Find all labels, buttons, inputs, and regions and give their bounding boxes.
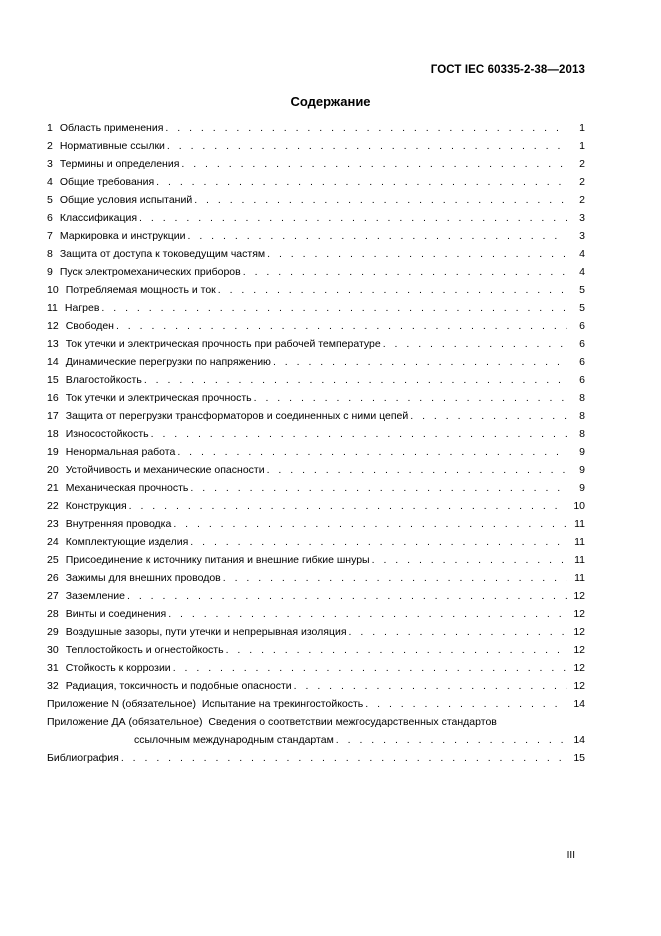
toc-entry-number: 9 xyxy=(47,266,53,278)
toc-entry-title: Общие требования xyxy=(59,176,155,188)
toc-entry-text: ссылочным международным стандартам xyxy=(134,734,334,746)
toc-entry[interactable] xyxy=(47,191,585,209)
dot-leader xyxy=(254,389,567,407)
toc-entry[interactable] xyxy=(47,137,585,155)
toc-entry-text xyxy=(47,443,175,461)
toc-entry-number: 21 xyxy=(47,482,59,494)
toc-entry[interactable] xyxy=(47,353,585,371)
toc-entry-text xyxy=(47,137,165,155)
dot-leader xyxy=(139,209,567,227)
toc-entry-text xyxy=(47,551,370,569)
toc-entry-title: Стойкость к коррозии xyxy=(65,662,171,674)
toc-entry-text xyxy=(47,389,252,407)
toc-entry-bibliography[interactable] xyxy=(47,749,585,767)
dot-leader xyxy=(101,299,567,317)
toc-entry-number: 23 xyxy=(47,518,59,530)
toc-entry-number: 8 xyxy=(47,248,53,260)
toc-entry-page: 12 xyxy=(573,680,585,692)
toc-entry-number: 3 xyxy=(47,158,53,170)
dot-leader xyxy=(144,371,567,389)
toc-entry-number: 10 xyxy=(47,284,59,296)
toc-entry-title: Износостойкость xyxy=(65,428,149,440)
toc-entry-title: Нормативные ссылки xyxy=(59,140,165,152)
toc-entry[interactable] xyxy=(47,281,585,299)
toc-entry[interactable] xyxy=(47,677,585,695)
toc-entry-title: Ненормальная работа xyxy=(65,446,176,458)
dot-leader xyxy=(168,605,567,623)
dot-leader xyxy=(165,119,567,137)
toc-entry-text xyxy=(47,425,149,443)
toc-entry-page: 11 xyxy=(574,554,585,566)
toc-entry-page: 2 xyxy=(579,194,585,206)
dot-leader xyxy=(167,137,567,155)
toc-entry-title: Конструкция xyxy=(65,500,127,512)
toc-entry[interactable] xyxy=(47,533,585,551)
toc-entry-page: 12 xyxy=(573,644,585,656)
toc-entry-text xyxy=(47,497,127,515)
toc-entry-text xyxy=(47,209,137,227)
toc-entry-title: Присоединение к источнику питания и внешние гибкие шнуры xyxy=(65,554,370,566)
toc-entry-text: Библиография xyxy=(47,752,119,764)
toc-entry-number: 17 xyxy=(47,410,59,422)
dot-leader xyxy=(372,551,567,569)
dot-leader xyxy=(127,587,567,605)
toc-entry[interactable] xyxy=(47,551,585,569)
toc-entry-title: Динамические перегрузки по напряжению xyxy=(65,356,271,368)
dot-leader xyxy=(121,749,567,767)
toc-entry[interactable] xyxy=(47,605,585,623)
toc-entry[interactable] xyxy=(47,209,585,227)
dot-leader xyxy=(365,695,567,713)
toc-entry-text: Приложение N (обязательное) Испытание на трекингостойкость xyxy=(47,698,364,710)
toc-entry-page: 3 xyxy=(579,230,585,242)
toc-entry-number: 18 xyxy=(47,428,59,440)
toc-entry-text xyxy=(47,263,241,281)
toc-entries xyxy=(47,119,585,695)
toc-entry-text xyxy=(47,605,166,623)
toc-entry[interactable] xyxy=(47,173,585,191)
toc-entry-page: 6 xyxy=(579,356,585,368)
toc-entry-page: 5 xyxy=(579,302,585,314)
toc-entry-number: 27 xyxy=(47,590,59,602)
toc-entry-title: Ток утечки и электрическая прочность при рабочей температуре xyxy=(65,338,381,350)
toc-entry[interactable] xyxy=(47,407,585,425)
toc-entry-text xyxy=(47,407,408,425)
toc-entry[interactable] xyxy=(47,515,585,533)
toc-entry-number: 4 xyxy=(47,176,53,188)
toc-entry-page: 10 xyxy=(573,500,585,512)
toc-entry-text xyxy=(47,191,192,209)
toc-entry-page: 8 xyxy=(579,428,585,440)
toc-entry[interactable] xyxy=(47,335,585,353)
toc-entry-page: 2 xyxy=(579,158,585,170)
toc-entry[interactable] xyxy=(47,119,585,137)
toc-entry-text xyxy=(47,569,221,587)
toc-entry-title: Влагостойкость xyxy=(65,374,142,386)
dot-leader xyxy=(294,677,567,695)
toc-entry-text xyxy=(47,317,114,335)
toc-entry-page: 5 xyxy=(579,284,585,296)
toc-entry-title: Область применения xyxy=(59,122,164,134)
toc-entry-text xyxy=(47,623,347,641)
toc-entry[interactable] xyxy=(47,389,585,407)
toc-entry-label: Приложение ДА (обязательное) xyxy=(47,716,203,728)
dot-leader xyxy=(194,191,567,209)
toc-entry-text xyxy=(47,533,188,551)
toc-entry-number: 16 xyxy=(47,392,59,404)
toc-entry[interactable] xyxy=(47,623,585,641)
toc-entry-number: 2 xyxy=(47,140,53,152)
toc-entry[interactable] xyxy=(47,299,585,317)
dot-leader xyxy=(223,569,567,587)
toc-entry-title: Механическая прочность xyxy=(65,482,189,494)
toc-entry-title: Ток утечки и электрическая прочность xyxy=(65,392,252,404)
toc-entry-number: 24 xyxy=(47,536,59,548)
toc-entry-number: 32 xyxy=(47,680,59,692)
dot-leader xyxy=(116,317,567,335)
toc-entry-text xyxy=(47,227,186,245)
toc-entry-page: 9 xyxy=(579,482,585,494)
toc-entry[interactable] xyxy=(47,479,585,497)
dot-leader xyxy=(218,281,567,299)
dot-leader xyxy=(273,353,567,371)
toc-entry-title: Устойчивость и механические опасности xyxy=(65,464,265,476)
toc-entry-number: 6 xyxy=(47,212,53,224)
toc-entry-number: 7 xyxy=(47,230,53,242)
toc-entry-text xyxy=(47,299,99,317)
dot-leader xyxy=(173,515,567,533)
toc-entry-page: 14 xyxy=(573,698,585,710)
toc-entry[interactable] xyxy=(47,263,585,281)
toc-entry-page: 4 xyxy=(579,248,585,260)
toc-entry-page: 15 xyxy=(573,752,585,764)
dot-leader xyxy=(336,731,567,749)
toc-entry-page: 11 xyxy=(574,536,585,548)
toc-entry-text xyxy=(47,155,179,173)
toc-entry-page: 6 xyxy=(579,374,585,386)
page-title: Содержание xyxy=(290,94,371,109)
toc-entry-text xyxy=(47,119,163,137)
toc-entry-number: 26 xyxy=(47,572,59,584)
toc-entry-title: Защита от перегрузки трансформаторов и соединенных с ними цепей xyxy=(65,410,409,422)
dot-leader xyxy=(177,443,567,461)
toc-entry-page: 12 xyxy=(573,590,585,602)
dot-leader xyxy=(243,263,567,281)
toc-entry-page: 1 xyxy=(579,122,585,134)
dot-leader xyxy=(129,497,567,515)
dot-leader xyxy=(190,533,567,551)
dot-leader xyxy=(188,227,567,245)
toc-entry-title: Пуск электромеханических приборов xyxy=(59,266,241,278)
toc-entry-text xyxy=(47,479,188,497)
dot-leader xyxy=(226,641,567,659)
toc-entry-text xyxy=(47,587,125,605)
dot-leader xyxy=(181,155,567,173)
toc-entry-number: 11 xyxy=(47,302,58,314)
toc-entry-title: Классификация xyxy=(59,212,138,224)
toc-entry[interactable] xyxy=(47,497,585,515)
toc-entry[interactable] xyxy=(47,155,585,173)
toc-entry-number: 20 xyxy=(47,464,59,476)
toc-entry[interactable] xyxy=(47,443,585,461)
toc-entry-title: Термины и определения xyxy=(59,158,180,170)
toc-entry-title: Свободен xyxy=(65,320,114,332)
toc-entry-page: 8 xyxy=(579,410,585,422)
toc-entry-title: Радиация, токсичность и подобные опасности xyxy=(65,680,292,692)
dot-leader xyxy=(151,425,567,443)
toc-entry-page: 12 xyxy=(573,608,585,620)
toc-entry-number: 28 xyxy=(47,608,59,620)
dot-leader xyxy=(190,479,567,497)
toc-entry-number: 31 xyxy=(47,662,59,674)
toc-entry-number: 14 xyxy=(47,356,59,368)
toc-entry-title: Зажимы для внешних проводов xyxy=(65,572,221,584)
toc-entry[interactable] xyxy=(47,425,585,443)
toc-entry-text xyxy=(47,353,271,371)
toc-entry-title: Потребляемая мощность и ток xyxy=(65,284,216,296)
toc-entry[interactable] xyxy=(47,461,585,479)
toc-entry-number: 29 xyxy=(47,626,59,638)
toc-entry-page: 3 xyxy=(579,212,585,224)
toc-entry-number: 19 xyxy=(47,446,59,458)
toc-entry-number: 13 xyxy=(47,338,59,350)
toc-entry-number: 12 xyxy=(47,320,59,332)
toc-entry-annex-da-line2[interactable] xyxy=(47,731,585,749)
toc-entry-text xyxy=(47,659,171,677)
dot-leader xyxy=(383,335,567,353)
toc-entry[interactable] xyxy=(47,569,585,587)
toc-entry-text xyxy=(47,281,216,299)
toc-entry-text xyxy=(47,515,171,533)
toc-entry-number: 5 xyxy=(47,194,53,206)
toc-entry-text: Сведения о соответствии межгосударственных стандартов xyxy=(208,716,497,728)
toc-entry[interactable] xyxy=(47,245,585,263)
dot-leader xyxy=(173,659,567,677)
toc-entry-page: 8 xyxy=(579,392,585,404)
toc-entry-page: 6 xyxy=(579,320,585,332)
table-of-contents xyxy=(47,119,585,767)
toc-entry[interactable] xyxy=(47,659,585,677)
toc-entry-number: 15 xyxy=(47,374,59,386)
toc-entry-page: 6 xyxy=(579,338,585,350)
toc-entry-text xyxy=(47,245,265,263)
toc-entry-text xyxy=(47,371,142,389)
toc-entry-title: Винты и соединения xyxy=(65,608,167,620)
toc-entry-text xyxy=(47,461,265,479)
toc-entry-title: Общие условия испытаний xyxy=(59,194,193,206)
toc-entry-number: 30 xyxy=(47,644,59,656)
toc-entry-title: Защита от доступа к токоведущим частям xyxy=(59,248,266,260)
toc-entry-page: 12 xyxy=(573,626,585,638)
toc-entry[interactable] xyxy=(47,371,585,389)
toc-entry[interactable] xyxy=(47,227,585,245)
toc-entry-annex-n[interactable] xyxy=(47,695,585,713)
toc-entry-title: Маркировка и инструкции xyxy=(59,230,186,242)
toc-entry-title: Воздушные зазоры, пути утечки и непрерывная изоляция xyxy=(65,626,347,638)
dot-leader xyxy=(267,245,567,263)
toc-entry-title: Нагрев xyxy=(64,302,100,314)
toc-entry-text xyxy=(47,641,224,659)
toc-entry-number: 1 xyxy=(47,122,53,134)
toc-entry-page: 12 xyxy=(573,662,585,674)
toc-entry[interactable] xyxy=(47,587,585,605)
toc-entry-title: Теплостойкость и огнестойкость xyxy=(65,644,224,656)
dot-leader xyxy=(410,407,567,425)
toc-entry-title: Внутренняя проводка xyxy=(65,518,172,530)
toc-entry-title: Заземление xyxy=(65,590,125,602)
toc-entry-page: 11 xyxy=(574,572,585,584)
toc-entry-page: 11 xyxy=(574,518,585,530)
toc-entry-page: 14 xyxy=(573,734,585,746)
toc-entry-page: 1 xyxy=(579,140,585,152)
toc-entry-text xyxy=(47,173,154,191)
toc-entry-text xyxy=(47,677,292,695)
toc-entry[interactable] xyxy=(47,641,585,659)
standard-code: ГОСТ IEC 60335-2-38—2013 xyxy=(430,64,585,76)
toc-entry-annex-da-line1[interactable] xyxy=(47,713,585,731)
toc-entry-page: 2 xyxy=(579,176,585,188)
page-number: III xyxy=(566,850,575,861)
toc-entry-page: 9 xyxy=(579,446,585,458)
dot-leader xyxy=(156,173,567,191)
toc-entry[interactable] xyxy=(47,317,585,335)
toc-entry-number: 25 xyxy=(47,554,59,566)
toc-entry-text xyxy=(47,335,381,353)
toc-entry-page: 9 xyxy=(579,464,585,476)
toc-entry-page: 4 xyxy=(579,266,585,278)
toc-entry-title: Комплектующие изделия xyxy=(65,536,189,548)
toc-entry-number: 22 xyxy=(47,500,59,512)
dot-leader xyxy=(349,623,567,641)
dot-leader xyxy=(267,461,567,479)
